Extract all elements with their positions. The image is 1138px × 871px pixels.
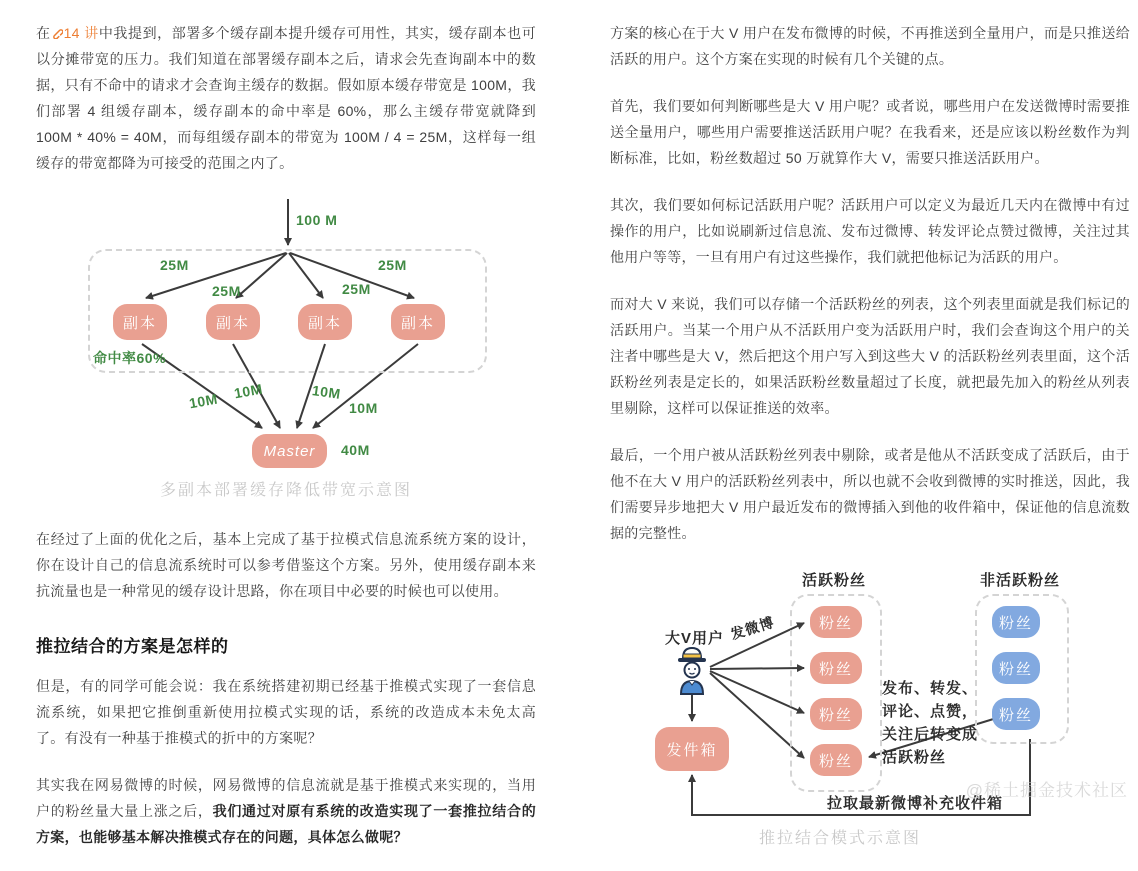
paragraph-active-list: 而对大 V 来说，我们可以存储一个活跃粉丝的列表，这个列表里面就是我们标记的活跃用户。当某一个用户从不活跃用户变为活跃用户时，我们会查询这个用户的关注者中哪些是大 V，然后把这个用户写入到这些大 V 的活跃粉丝列表里面，这个活跃粉丝列表是定长的，如果活跃粉丝数量超过了长度，就把最先加入的粉丝从列表里剔除，这样可以保证推送的效率。: [610, 296, 1130, 416]
diagram1-caption: 多副本部署缓存降低带宽示意图: [159, 482, 412, 499]
post-weibo-edge-label: 发微博: [728, 613, 777, 643]
section-heading-push-pull: 推拉结合的方案是怎样的: [36, 637, 229, 656]
paragraph-cache-replica: [36, 20, 536, 176]
article-column-left: [36, 20, 536, 871]
lesson-14-link[interactable]: [51, 25, 99, 41]
paragraph-mark-active: 其次，我们要如何标记活跃用户呢？活跃用户可以定义为最近几天内在微博中有过操作的用户，比如说刷新过信息流、发布过微博、转发评论点赞过微博，关注过其他用户等等，一旦有用户有过这些操作，我们就把他标记为活跃的用户。: [610, 197, 1130, 265]
active-fan-node-1: 粉丝: [810, 606, 862, 638]
paragraph-judge-bigv: 首先，我们要如何判断哪些是大 V 用户呢？或者说，哪些用户在发送微博时需要推送全量用户，哪些用户需要推送活跃用户呢？在我看来，还是应该以粉丝数作为判断标准，比如，粉丝数超过 50 万就算作大 V，需要只推送活跃用户。: [610, 98, 1130, 166]
big-v-user-icon: [672, 644, 712, 696]
paragraph-prefix: 在: [36, 25, 51, 41]
paragraph-async-inbox: 最后，一个用户被从活跃粉丝列表中剔除，或者是他从不活跃变成了活跃后，由于他不在大 V 用户的活跃粉丝列表中，所以也就不会收到微博的实时推送，因此，我们需要异步地把大 V 用户最近发布的微博插入到他的收件箱中，保证他的信息流数据的完整性。: [610, 447, 1130, 541]
convert-note-line-4: 活跃粉丝: [882, 749, 947, 766]
replica-node-4: 副本: [391, 304, 445, 340]
edge-label-10m-1: 10M: [187, 390, 219, 412]
diagram2-caption: 推拉结合模式示意图: [758, 830, 921, 847]
paragraph-question: 但是，有的同学可能会说：我在系统搭建初期已经基于推模式实现了一套信息流系统，如果把它推倒重新使用拉模式实现的话，系统的改造成本未免太高了。有没有一种基于推模式的折中的方案呢？: [36, 678, 536, 746]
big-v-user-label: 大V用户: [665, 630, 725, 647]
inactive-fan-node-1: 粉丝: [992, 606, 1040, 638]
active-fan-node-3: 粉丝: [810, 698, 862, 730]
edge-label-10m-4: 10M: [349, 400, 378, 416]
convert-note-line-1: 发布、转发、: [882, 680, 979, 697]
replica-node-3: 副本: [298, 304, 352, 340]
replica-node-1: 副本: [113, 304, 167, 340]
master-node: Master: [252, 434, 327, 468]
inactive-fans-header: 非活跃粉丝: [979, 572, 1060, 589]
diagram-push-pull: [610, 567, 1130, 859]
link-icon: [51, 27, 63, 39]
active-fan-node-4: 粉丝: [810, 744, 862, 776]
article-column-right: [610, 20, 1130, 859]
edge-label-25m-2: 25M: [212, 283, 241, 299]
active-fans-header: 活跃粉丝: [801, 572, 866, 589]
edge-label-10m-3: 10M: [311, 382, 342, 402]
edge-label-25m-1: 25M: [160, 257, 189, 273]
convert-note-line-2: 评论、点赞，: [882, 703, 979, 720]
diagram-cache-replicas: [36, 197, 536, 502]
convert-note-line-3: 关注后转变成: [882, 726, 979, 743]
convert-note: [882, 677, 978, 769]
edge-label-25m-4: 25M: [378, 257, 407, 273]
paragraph-pull-summary: 在经过了上面的优化之后，基本上完成了基于拉模式信息流系统方案的设计，你在设计自己的信息流系统时可以参考借鉴这个方案。另外，使用缓存副本来抗流量也是一种常见的缓存设计思路，你在项目中必要的时候也可以使用。: [36, 531, 536, 599]
edge-label-inflow: 100 M: [296, 212, 338, 228]
paragraph-core-idea: 方案的核心在于大 V 用户在发布微博的时候，不再推送到全量用户，而是只推送给活跃的用户。这个方案在实现的时候有几个关键的点。: [610, 25, 1130, 67]
juejin-watermark: @稀土掘金技术社区: [965, 781, 1128, 800]
paragraph-netease: [36, 772, 536, 850]
inactive-fan-node-3: 粉丝: [992, 698, 1040, 730]
replica-node-2: 副本: [206, 304, 260, 340]
active-fan-node-2: 粉丝: [810, 652, 862, 684]
pull-edge-label: 拉取最新微博补充收件箱: [826, 795, 1003, 812]
lesson-14-link-label: 14 讲: [63, 25, 99, 41]
outbox-node: 发件箱: [655, 727, 729, 771]
edge-label-10m-2: 10M: [232, 380, 264, 402]
hit-rate-label: 命中率60%: [93, 350, 167, 366]
master-bandwidth-label: 40M: [341, 442, 370, 458]
inactive-fan-node-2: 粉丝: [992, 652, 1040, 684]
edge-label-25m-3: 25M: [342, 281, 371, 297]
paragraph-body: 中我提到，部署多个缓存副本提升缓存可用性，其实，缓存副本也可以分摊带宽的压力。我们知道在部署缓存副本之后，请求会先查询副本中的数据，只有不命中的请求才会查询主缓存的数据。假如原本缓存带宽是 100M，我们部署 4 组缓存副本，缓存副本的命中率是 60%，那么主缓存带宽就降到 100M * 40% = 40M，而每组缓存副本的带宽为 100M / 4 = 25M，这样每一组缓存的带宽都降为可接受的范围之内了。: [36, 25, 536, 171]
paragraph-netease-bold: 我们通过对原有系统的改造实现了一套推拉结合的方案，也能够基本解决推模式存在的问题，具体怎么做呢？: [36, 803, 536, 845]
paragraph-netease-normal: 其实我在网易微博的时候，网易微博的信息流就是基于推模式来实现的，当用户的粉丝量大量上涨之后，: [36, 777, 536, 819]
